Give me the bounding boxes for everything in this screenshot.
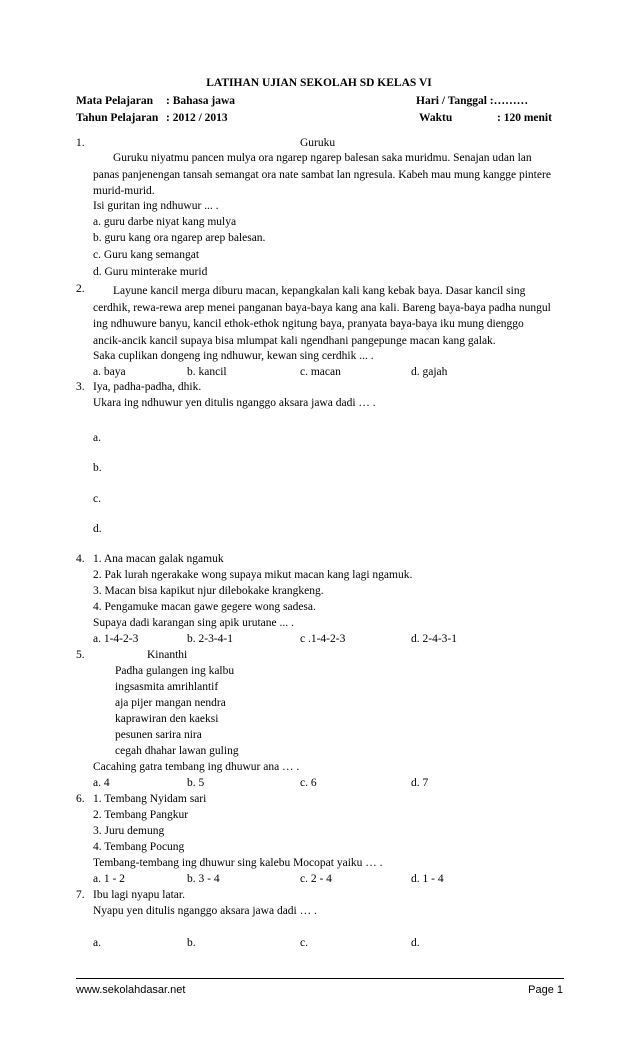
passage-title: Guruku: [300, 137, 336, 149]
footer-divider: [76, 978, 564, 979]
question-number: 2.: [76, 283, 85, 295]
list-item: 2. Tembang Pangkur: [93, 809, 189, 821]
answer-option: d. gajah: [411, 366, 448, 378]
year-label: Tahun Pelajaran: [76, 112, 159, 124]
passage-text: Layune kancil merga diburu macan, kepangkalan kali kang kebak baya. Dasar kancil sing cerdhik, rewa-rewa arep menei panganan baya-baya kang ana kali. Bareng baya-baya padha nungul ing ndhuwure banyu, kancil ethok-ethok ngitung baya, pranyata baya-baya iku mung dienggo ancik-ancik kancil supaya bisa mlumpat kali ngendhani pangepunge macan kang galak.: [93, 285, 551, 347]
question-text: Nyapu yen ditulis nganggo aksara jawa dadi … .: [93, 905, 317, 917]
answer-option: b. kancil: [187, 366, 227, 378]
list-item: 1. Tembang Nyidam sari: [93, 793, 207, 805]
list-item: 2. Pak lurah ngerakake wong supaya mikut macan kang lagi ngamuk.: [93, 569, 413, 581]
question-text: Cacahing gatra tembang ing dhuwur ana … .: [93, 761, 300, 773]
answer-option: a. guru darbe niyat kang mulya: [93, 216, 237, 228]
question-number: 1.: [76, 137, 85, 149]
list-item: 4. Tembang Pocung: [93, 841, 185, 853]
poem-line: aja pijer mangan nendra: [115, 697, 226, 709]
subject-label: Mata Pelajaran: [76, 95, 153, 107]
footer-website: www.sekolahdasar.net: [76, 984, 186, 996]
time-label: Waktu: [419, 112, 453, 124]
answer-option: b. 3 - 4: [187, 873, 220, 885]
answer-option: c. 6: [300, 777, 317, 789]
poem-line: Padha gulangen ing kalbu: [115, 665, 235, 677]
answer-option: a. 1-4-2-3: [93, 633, 139, 645]
question-text: Supaya dadi karangan sing apik urutane ... .: [93, 617, 294, 629]
list-item: 4. Pengamuke macan gawe gegere wong sadesa.: [93, 601, 316, 613]
question-number: 4.: [76, 553, 85, 565]
list-item: 1. Ana macan galak ngamuk: [93, 553, 224, 565]
list-item: 3. Juru demung: [93, 825, 165, 837]
answer-option: a.: [93, 937, 101, 949]
answer-option: b. guru kang ora ngarep arep balesan.: [93, 232, 266, 244]
answer-option: d. 2-4-3-1: [411, 633, 457, 645]
page-number: Page 1: [528, 984, 563, 996]
answer-option: c.: [300, 937, 308, 949]
year-value: : 2012 / 2013: [166, 112, 228, 124]
answer-option: a. 4: [93, 777, 110, 789]
question-number: 3.: [76, 381, 85, 393]
list-item: 3. Macan bisa kapikut njur dilebokake krangkeng.: [93, 585, 324, 597]
question-sentence: Ibu lagi nyapu latar.: [93, 889, 185, 901]
answer-option: b.: [93, 462, 102, 474]
passage-text: Guruku niyatmu pancen mulya ora ngarep ngarep balesan saka muridmu. Senajan udan lan panas panjenengan tansah semangat ora nate sambat lan ngresula. Kabeh mau mung kangge pintere murid-murid.: [93, 152, 551, 198]
answer-option: d. 7: [411, 777, 429, 789]
answer-option: a. 1 - 2: [93, 873, 125, 885]
answer-option: d. 1 - 4: [411, 873, 444, 885]
question-text: Tembang-tembang ing dhuwur sing kalebu Mocopat yaiku … .: [93, 857, 383, 869]
question-text: Ukara ing ndhuwur yen ditulis nganggo aksara jawa dadi … .: [93, 397, 376, 409]
poem-line: kaprawiran den kaeksi: [115, 713, 219, 725]
answer-option: c .1-4-2-3: [300, 633, 346, 645]
date-label: Hari / Tanggal :………: [416, 95, 529, 107]
question-number: 7.: [76, 889, 85, 901]
question-number: 5.: [76, 649, 85, 661]
page-title: LATIHAN UJIAN SEKOLAH SD KELAS VI: [206, 77, 432, 89]
answer-option: b.: [187, 937, 196, 949]
question-text: Saka cuplikan dongeng ing ndhuwur, kewan sing cerdhik ... .: [93, 350, 374, 362]
answer-option: d.: [411, 937, 420, 949]
poem-line: cegah dhahar lawan guling: [115, 745, 239, 757]
answer-option: c. Guru kang semangat: [93, 249, 200, 261]
poem-line: pesunen sarira nira: [115, 729, 202, 741]
answer-option: b. 5: [187, 777, 205, 789]
subject-value: : Bahasa jawa: [166, 95, 236, 107]
answer-option: b. 2-3-4-1: [187, 633, 233, 645]
answer-option: c.: [93, 493, 101, 505]
answer-option: d. Guru minterake murid: [93, 266, 208, 278]
time-value: : 120 menit: [497, 112, 552, 124]
answer-option: c. macan: [300, 366, 341, 378]
answer-option: c. 2 - 4: [300, 873, 332, 885]
poem-line: ingsasmita amrihlantif: [115, 681, 219, 693]
question-number: 6.: [76, 793, 85, 805]
question-sentence: Iya, padha-padha, dhik.: [93, 381, 202, 393]
answer-option: a.: [93, 432, 101, 444]
answer-option: a. baya: [93, 366, 126, 378]
question-text: Isi guritan ing ndhuwur ... .: [93, 200, 219, 212]
answer-option: d.: [93, 523, 102, 535]
poem-title: Kinanthi: [147, 649, 188, 661]
